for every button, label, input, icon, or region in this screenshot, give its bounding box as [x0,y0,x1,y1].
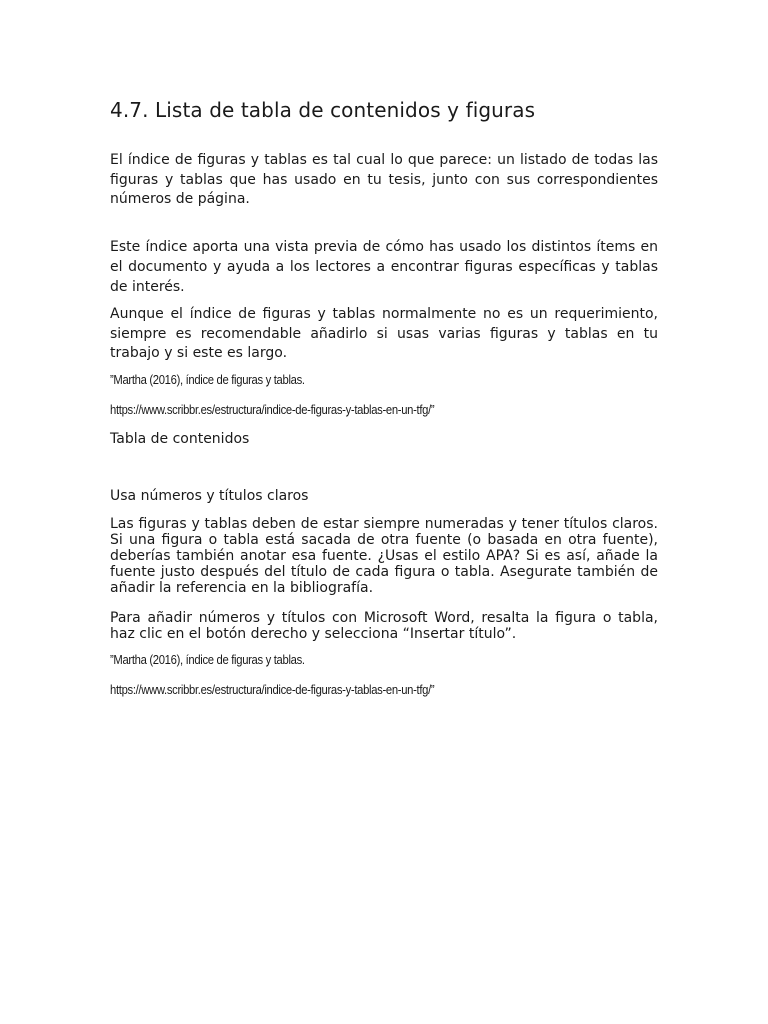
numbering-subheading: Usa números y títulos claros [110,488,309,504]
intro-paragraph: El índice de figuras y tablas es tal cual lo que parece: un listado de todas las figuras y tablas que has usado en tu tesis, junto con sus correspondientes números de página. [110,152,658,207]
recommendation-paragraph: Aunque el índice de figuras y tablas normalmente no es un requerimiento, siempre es recomendable añadirlo si usas varias figuras y tablas en tu trabajo y si este es largo. [110,306,658,361]
citation-author: ”Martha (2016), índice de figuras y tablas. [110,653,305,667]
citation-author: ”Martha (2016), índice de figuras y tablas. [110,373,305,387]
toc-label: Tabla de contenidos [110,431,250,447]
citation-url: https://www.scribbr.es/estructura/indice-de-figuras-y-tablas-en-un-tfg/” [110,403,435,417]
numbering-paragraph: Las figuras y tablas deben de estar siempre numeradas y tener títulos claros. Si una figura o tabla está sacada de otra fuente (o basada en otra fuente), deberías también anotar esa fuente. ¿Usas el estilo APA? Si es así, añade la fuente justo después del título de cada figura o tabla. Asegurate también de añadir la referencia en la bibliografía. [110,516,658,596]
word-instructions-paragraph: Para añadir números y títulos con Microsoft Word, resalta la figura o tabla, haz clic en el botón derecho y selecciona “Insertar título”. [110,610,658,642]
citation-url: https://www.scribbr.es/estructura/indice-de-figuras-y-tablas-en-un-tfg/” [110,683,435,697]
section-heading: 4.7. Lista de tabla de contenidos y figuras [110,98,536,122]
preview-paragraph: Este índice aporta una vista previa de cómo has usado los distintos ítems en el documento y ayuda a los lectores a encontrar figuras específicas y tablas de interés. [110,239,658,295]
